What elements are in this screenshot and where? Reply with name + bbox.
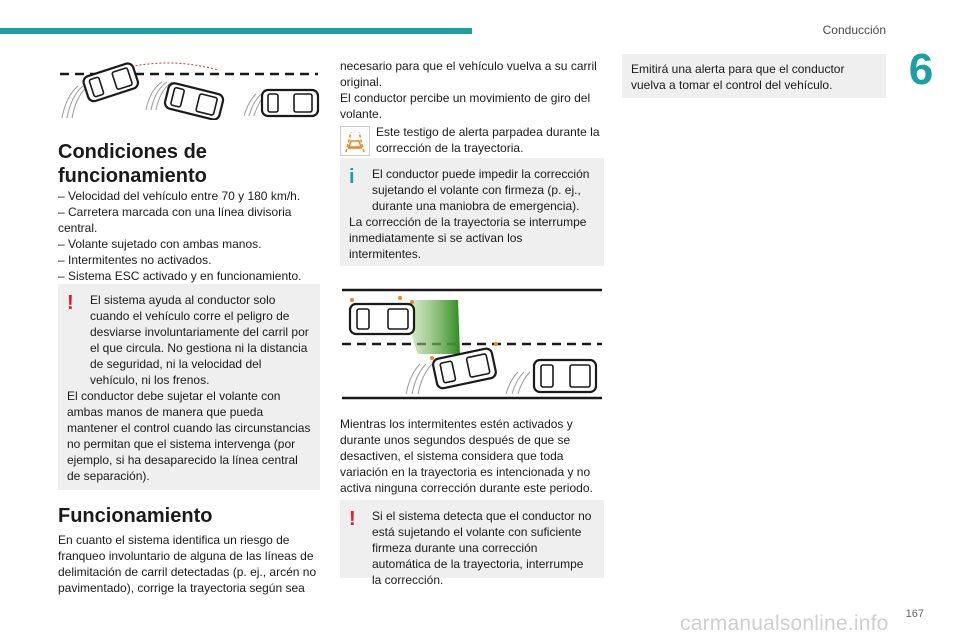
condition-item: – Sistema ESC activado y en funcionamiento. <box>58 269 302 283</box>
warning-text: El conductor debe sujetar el volante con ambas manos de manera que pueda mantener el control cuando las circunstancias no permitan que el sistema intervenga (por ejemplo, si ha desaparecido la línea central de separación). <box>67 389 311 483</box>
info-icon: i <box>349 166 355 188</box>
note-box <box>622 54 886 98</box>
chapter-number: 6 <box>908 45 934 94</box>
lane-keeping-telltale-icon <box>340 126 370 156</box>
conditions-heading: Condiciones de funcionamiento <box>58 141 207 187</box>
body-text: Mientras los intermitentes estén activados y durante unos segundos después de que se desactiven, el sistema considera que toda variación en la trayectoria es intencionada y no activa ninguna corrección durante este periodo. <box>340 417 593 495</box>
lane-correction-illustration-1 <box>58 56 320 120</box>
body-text: El conductor percibe un movimiento de giro del volante. <box>340 91 591 121</box>
operation-heading: Funcionamiento <box>58 505 213 527</box>
info-text: La corrección de la trayectoria se interrumpe inmediatamente si se activan los intermitentes. <box>349 215 587 261</box>
condition-item: – Velocidad del vehículo entre 70 y 180 km/h. <box>58 189 301 203</box>
warning-text: Si el sistema detecta que el conductor no está sujetando el volante con suficiente firmeza durante una corrección automática de la trayectoria, interrumpe la corrección. <box>372 509 592 587</box>
conditions-list <box>58 188 320 284</box>
warning-box <box>340 500 604 587</box>
condition-item: – Carretera marcada con una línea divisoria central. <box>58 205 292 235</box>
section-title: Conducción <box>822 23 886 37</box>
info-text: El conductor puede impedir la corrección sujetando el volante con firmeza (p. ej., durante una maniobra de emergencia). <box>372 167 590 213</box>
page-number: 167 <box>905 608 924 620</box>
exclamation-warning-icon: ! <box>67 292 74 314</box>
exclamation-warning-icon: ! <box>349 508 356 530</box>
warning-box <box>58 284 320 490</box>
lane-correction-illustration-2 <box>340 288 604 402</box>
operation-text: En cuanto el sistema identifica un riesgo de franqueo involuntario de alguna de las líneas de delimitación de carril detectadas (p. ej., arcén no pavimentado), corrige la trayectoria según sea <box>58 533 317 595</box>
warning-text: El sistema ayuda al conductor solo cuando el vehículo corre el peligro de desviarse involuntariamente del carril por el que circula. No gestiona ni la distancia de seguridad, ni la velocidad del vehículo, ni los frenos. <box>90 293 309 387</box>
watermark: carmanualsonline.info <box>680 612 889 635</box>
alert-text: Emitirá una alerta para que el conductor vuelva a tomar el control del vehículo. <box>631 62 845 92</box>
condition-item: – Volante sujetado con ambas manos. <box>58 237 262 251</box>
info-box <box>340 158 604 266</box>
condition-item: – Intermitentes no activados. <box>58 253 212 267</box>
body-text: necesario para que el vehículo vuelva a su carril original. <box>340 59 597 89</box>
telltale-text: Este testigo de alerta parpadea durante la corrección de la trayectoria. <box>376 125 600 155</box>
header-accent-bar <box>0 28 472 34</box>
